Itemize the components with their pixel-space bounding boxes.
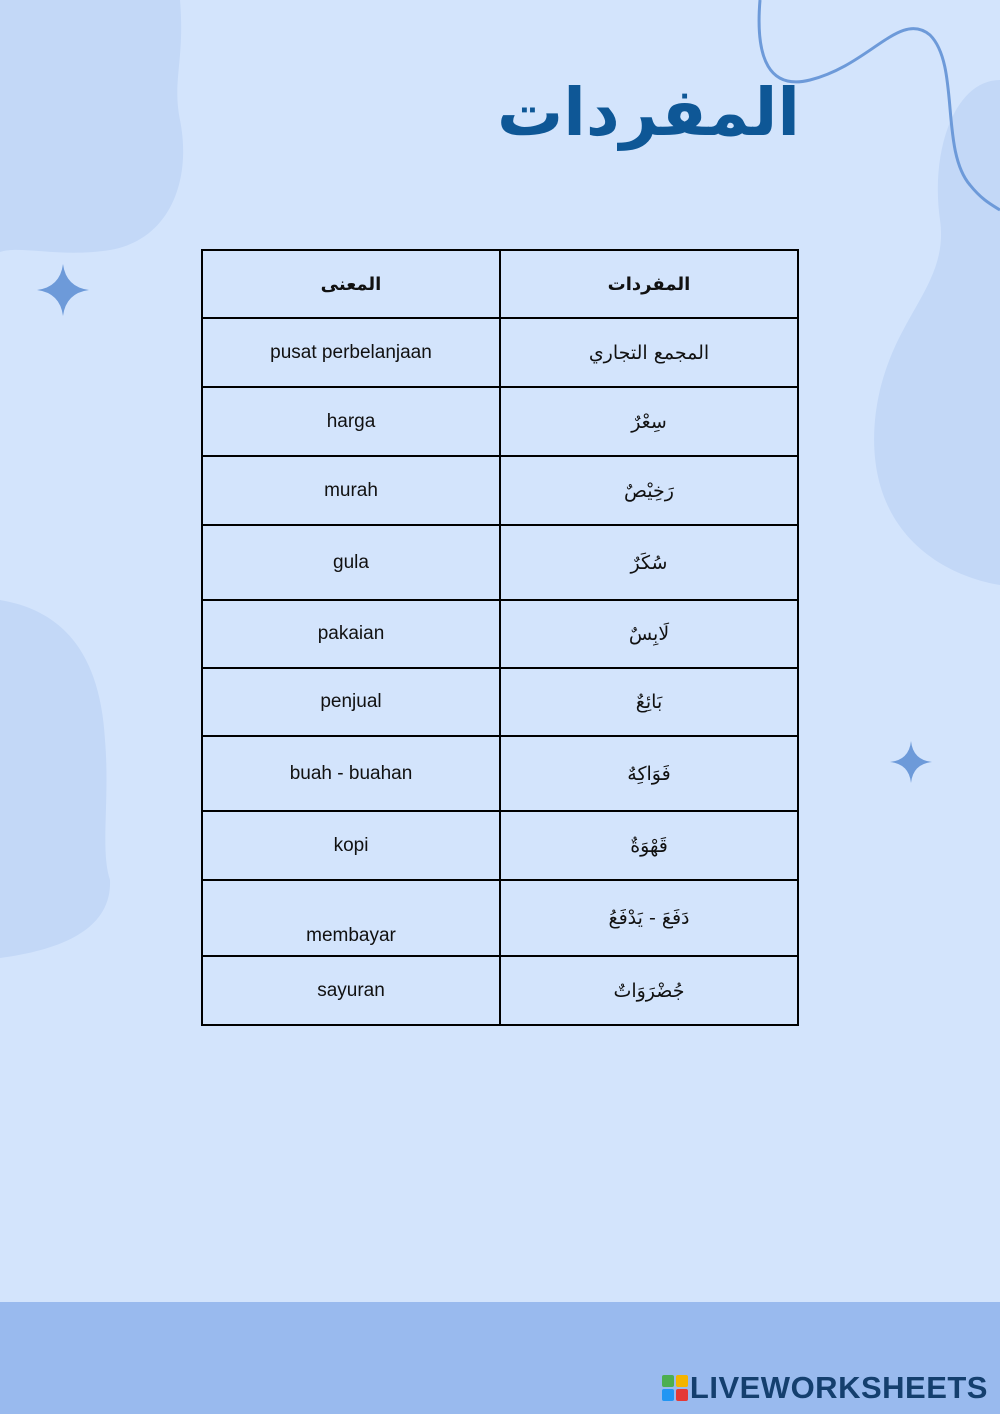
liveworksheets-logo-icon <box>662 1375 688 1401</box>
top-left-blob <box>0 0 183 253</box>
table-row <box>202 387 798 456</box>
word-cell: قَهْوَةٌ <box>500 811 798 880</box>
meaning-cell: murah <box>202 456 500 525</box>
word-cell: لَابِسٌ <box>500 600 798 668</box>
table-row <box>202 318 798 387</box>
table-header-row <box>202 250 798 318</box>
meaning-cell: pusat perbelanjaan <box>202 318 500 387</box>
meaning-cell: sayuran <box>202 956 500 1025</box>
word-cell: سُكَرٌ <box>500 525 798 600</box>
sparkle-icon <box>37 264 89 316</box>
header-meaning: المعنى <box>202 250 500 318</box>
footer-band <box>0 1302 1000 1414</box>
table-row <box>202 456 798 525</box>
table-row <box>202 600 798 668</box>
word-cell: دَفَعَ - يَدْفَعُ <box>500 880 798 956</box>
table-row <box>202 811 798 880</box>
word-cell: بَائِعٌ <box>500 668 798 736</box>
page-title: المفردات <box>496 74 800 151</box>
table-row <box>202 525 798 600</box>
vocabulary-table <box>201 249 799 1026</box>
right-blob <box>874 80 1000 585</box>
liveworksheets-brand[interactable] <box>662 1370 988 1406</box>
table-row <box>202 956 798 1025</box>
meaning-cell: membayar <box>202 880 500 956</box>
word-cell: جُضْرَوَاتٌ <box>500 956 798 1025</box>
table-row <box>202 736 798 811</box>
word-cell: فَوَاكِهٌ <box>500 736 798 811</box>
meaning-cell: pakaian <box>202 600 500 668</box>
header-word: المفردات <box>500 250 798 318</box>
table-row <box>202 668 798 736</box>
word-cell: المجمع التجاري <box>500 318 798 387</box>
meaning-cell: harga <box>202 387 500 456</box>
table-row <box>202 880 798 956</box>
brand-name: LIVEWORKSHEETS <box>689 1370 988 1405</box>
word-cell: سِعْرٌ <box>500 387 798 456</box>
left-blob <box>0 600 110 958</box>
meaning-cell: penjual <box>202 668 500 736</box>
meaning-cell: gula <box>202 525 500 600</box>
meaning-cell: kopi <box>202 811 500 880</box>
sparkle-icon <box>890 741 932 783</box>
meaning-cell: buah - buahan <box>202 736 500 811</box>
word-cell: رَخِيْصٌ <box>500 456 798 525</box>
